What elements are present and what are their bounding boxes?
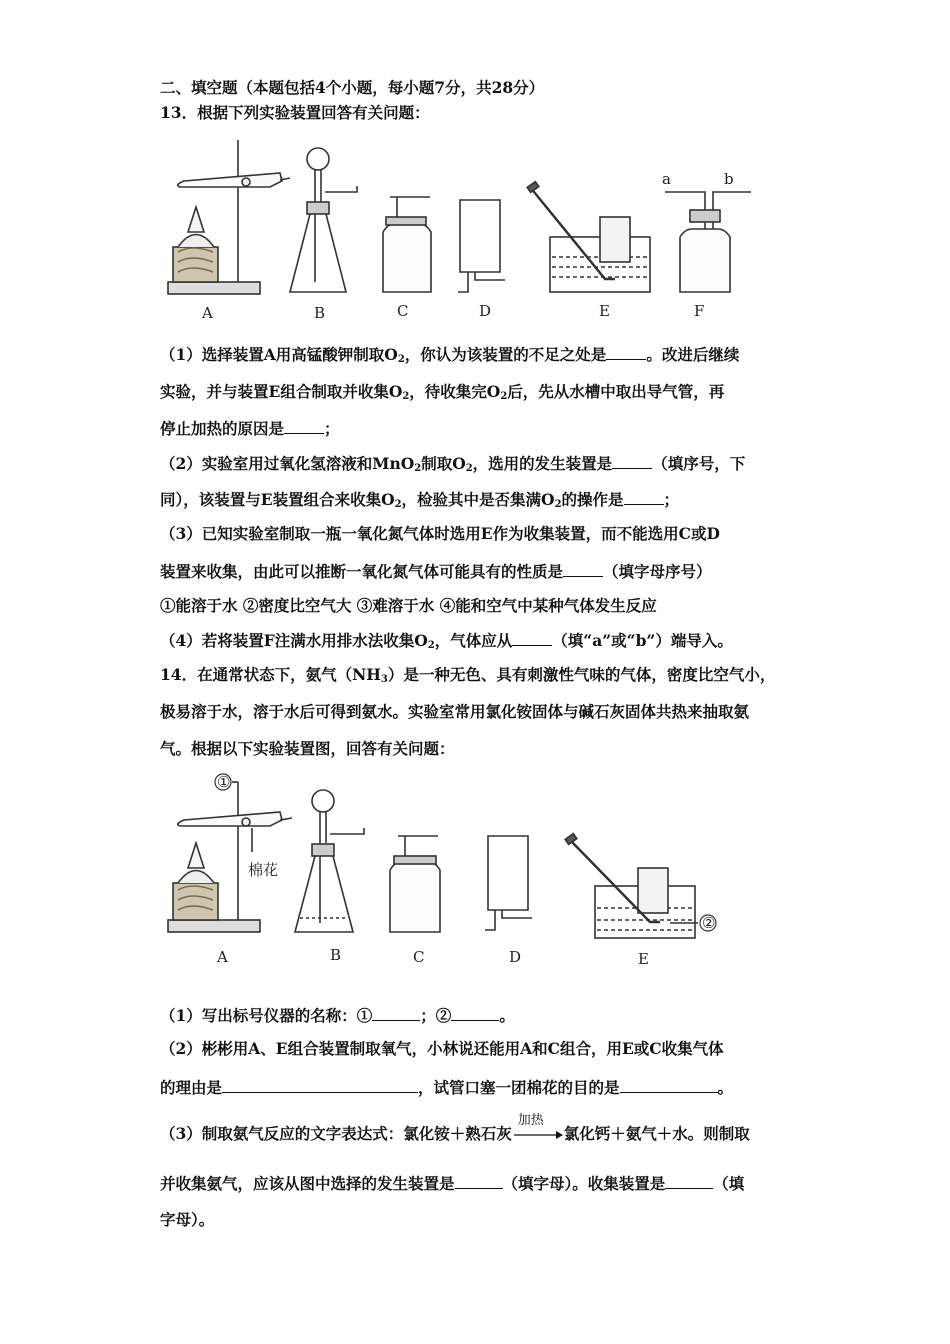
q14-stem-line2: 极易溶于水，溶于水后可得到氨水。实验室常用氯化铵固体与碱石灰固体共热来抽取氨 — [160, 702, 750, 721]
q13-label-a: A — [202, 304, 213, 322]
q14-label-e: E — [638, 950, 649, 968]
q13-apparatus-b — [290, 148, 357, 292]
q14-part1: （1）写出标号仪器的名称：① ；② 。 — [160, 1006, 515, 1025]
heating-arrow — [512, 1113, 564, 1146]
q14-apparatus-a — [168, 773, 292, 932]
q13-apparatus-c — [383, 197, 431, 292]
q14-apparatus-c — [390, 836, 440, 932]
q13-part3-line1: （3）已知实验室制取一瓶一氧化氮气体时选用E作为收集装置，而不能选用C或D — [160, 524, 720, 543]
q13-label-d: D — [479, 302, 492, 320]
q13-apparatus-d — [458, 200, 505, 292]
q14-label-d: D — [509, 948, 522, 966]
q14-stem-line3: 气。根据以下实验装置图，回答有关问题： — [160, 739, 455, 758]
q13-p4-blank[interactable] — [512, 629, 552, 646]
q13-p1-blank2[interactable] — [284, 417, 324, 434]
q13-part1-line2: 实验，并与装置E组合制取并收集$O_2$，待收集完$O_2$后，先从水槽中取出导气管，再 — [160, 382, 725, 402]
q13-label-f: F — [694, 302, 705, 320]
q13-part3-options: ①能溶于水 ②密度比空气大 ③难溶于水 ④能和空气中某种气体发生反应 — [160, 596, 657, 615]
q13-label-c: C — [397, 302, 409, 320]
q13-stem: 13．根据下列实验装置回答有关问题： — [160, 103, 430, 122]
q14-apparatus-figure — [150, 768, 750, 968]
q14-label-b: B — [330, 946, 342, 964]
section-header: 二、填空题（本题包括4个小题，每小题7分，共28分） — [160, 78, 545, 97]
q13-p2-blank1[interactable] — [612, 452, 652, 469]
q13-apparatus-e — [527, 182, 650, 292]
q14-p2-blank1[interactable] — [222, 1076, 418, 1093]
mark-2: ② — [702, 914, 716, 932]
q13-apparatus-a — [168, 140, 290, 294]
q14-label-a: A — [217, 948, 228, 966]
q14-part2-line2: 的理由是 ，试管口塞一团棉花的目的是 。 — [160, 1078, 734, 1097]
q14-apparatus-d — [485, 836, 532, 930]
q14-p1-blank1[interactable] — [372, 1004, 420, 1021]
q13-p1-blank1[interactable] — [606, 343, 646, 360]
q13-part2-line1: （2）实验室用过氧化氢溶液和MnO$_2$制取$O_2$，选用的发生装置是 （填序号，下 — [160, 454, 746, 474]
q14-apparatus-e — [565, 834, 716, 938]
q14-part2-line1: （2）彬彬用A、E组合装置制取氧气，小林说还能用A和C组合，用E或C收集气体 — [160, 1039, 724, 1058]
q14-p2-blank2[interactable] — [620, 1076, 718, 1093]
q14-p1-blank2[interactable] — [451, 1004, 499, 1021]
q13-apparatus-f — [662, 170, 751, 292]
q14-part3-line1: （3）制取氨气反应的文字表达式：氯化铵＋熟石灰 加热 氯化钙＋氨气＋水。则制取 — [160, 1123, 750, 1146]
q13-apparatus-figure — [150, 132, 790, 327]
f-tube-b-label: b — [724, 170, 734, 188]
q14-apparatus-b — [295, 790, 364, 932]
f-tube-a-label: a — [662, 170, 671, 188]
q13-part1-line1: （1）选择装置A用高锰酸钾制取$O_2$，你认为该装置的不足之处是 。改进后继续 — [160, 345, 740, 365]
q13-p2-blank2[interactable] — [624, 488, 664, 505]
q14-part3-line3: 字母）。 — [160, 1210, 215, 1229]
q13-part1-line3: 停止加热的原因是 ； — [160, 419, 340, 438]
q14-label-c: C — [413, 948, 425, 966]
q14-part3-line2: 并收集氨气，应该从图中选择的发生装置是 （填字母）。收集装置是 （填 — [160, 1174, 745, 1193]
q13-part2-line2: 同），该装置与E装置组合来收集$O_2$，检验其中是否集满$O_2$的操作是 ； — [160, 490, 680, 510]
heating-condition: 加热 — [517, 1113, 544, 1128]
q13-label-e: E — [599, 302, 610, 320]
q13-part4: （4）若将装置F注满水用排水法收集$O_2$，气体应从 （填“a”或“b”）端导入。 — [160, 631, 733, 651]
q14-p3-blank1[interactable] — [455, 1172, 503, 1189]
q13-label-b: B — [314, 304, 326, 322]
mark-1: ① — [217, 773, 231, 791]
q13-p3-blank[interactable] — [563, 560, 603, 577]
q14-p3-blank2[interactable] — [665, 1172, 713, 1189]
q13-part3-line2: 装置来收集，由此可以推断一氧化氮气体可能具有的性质是 （填字母序号） — [160, 562, 712, 581]
cotton-label: 棉花 — [248, 861, 279, 879]
q14-stem-line1: 14．在通常状态下，氨气$(NH_3)$是一种无色、具有刺激性气味的气体，密度比空气小， — [160, 665, 776, 685]
